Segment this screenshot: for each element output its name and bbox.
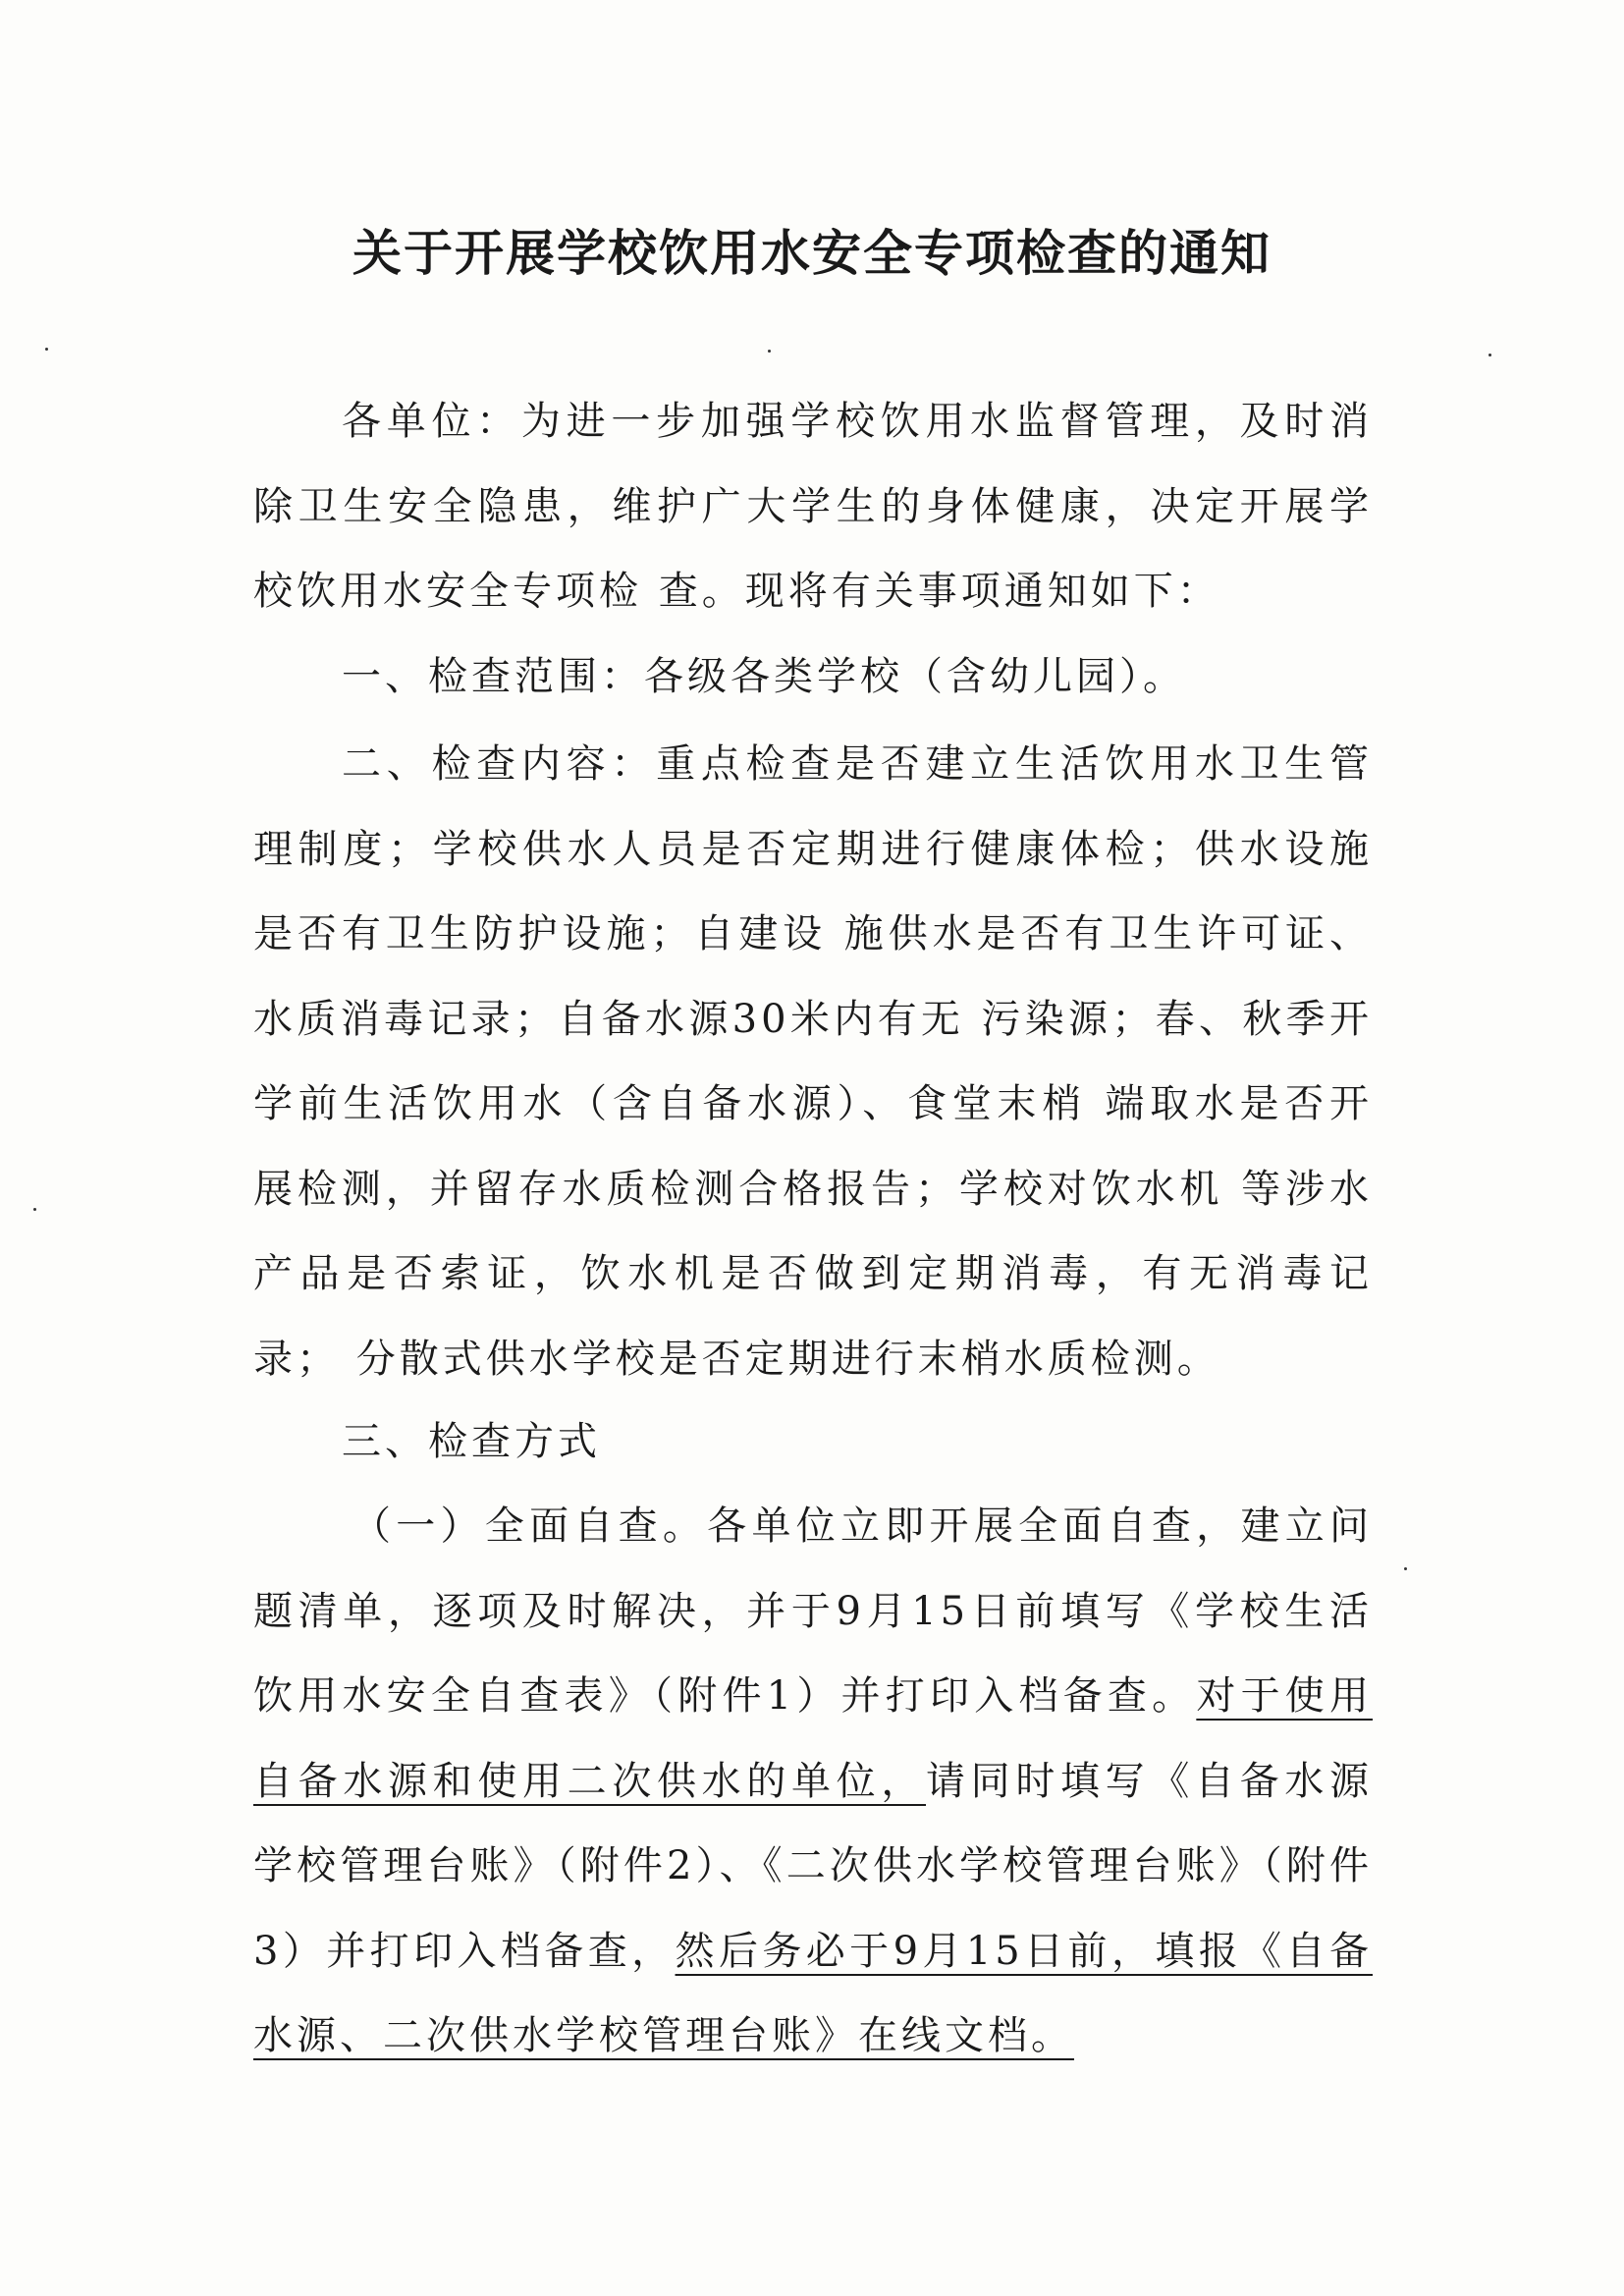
self-check-deadline-note: 然后务必于9月15日前，填报《自备水源、二次供水学校管理台账》在线文档。	[253, 1928, 1373, 2058]
self-check-underlined-note: 对于使用自备水源和使用二次供水的单位，	[253, 1673, 1374, 1804]
paragraph-intro: 各单位：为进一步加强学校饮用水监督管理，及时消除卫生安全隐患，维护广大学生的身体健康，决定开展学校饮用水安全专项检 查。现将有关事项通知如下：	[253, 399, 1373, 614]
self-check-text: （一）全面自查。各单位立即开展全面自查，建立问题清单，逐项及时解决，并于9月15日前填写《学校生活饮用水安全自查表》（附件1）并打印入档备查。	[253, 1503, 1373, 1719]
scan-speck	[1404, 1567, 1407, 1570]
paragraph-scope: 一、检查范围：各级各类学校（含幼儿园）。	[342, 654, 1186, 699]
self-check-ledger-text: 请同时填写《自备水源学校管理台账》（附件2）、《二次供水学校管理台账》（附件3）并打印入档备查，	[253, 1758, 1373, 1974]
document-title: 关于开展学校饮用水安全专项检查的通知	[352, 225, 1272, 282]
scan-speck	[768, 350, 771, 353]
paragraph-self-check	[253, 1484, 1373, 2079]
paragraph-method-heading: 三、检查方式	[342, 1419, 601, 1464]
scan-speck	[45, 348, 48, 351]
paragraph-content: 二、检查内容：重点检查是否建立生活饮用水卫生管理制度；学校供水人员是否定期进行健康体检；供水设施是否有卫生防护设施；自建设 施供水是否有卫生许可证、水质消毒记录；自备水源30米内有无 污染源；春、秋季开学前生活饮用水（含自备水源）、食堂末梢 端取水是否开展检测，并留存水质检测合格报告；学校对饮水机 等涉水产品是否索证，饮水机是否做到定期消毒，有无消毒记录； 分散式供水学校是否定期进行末梢水质检测。	[253, 741, 1373, 1382]
scan-speck	[1489, 354, 1491, 356]
scan-speck	[33, 1208, 36, 1211]
